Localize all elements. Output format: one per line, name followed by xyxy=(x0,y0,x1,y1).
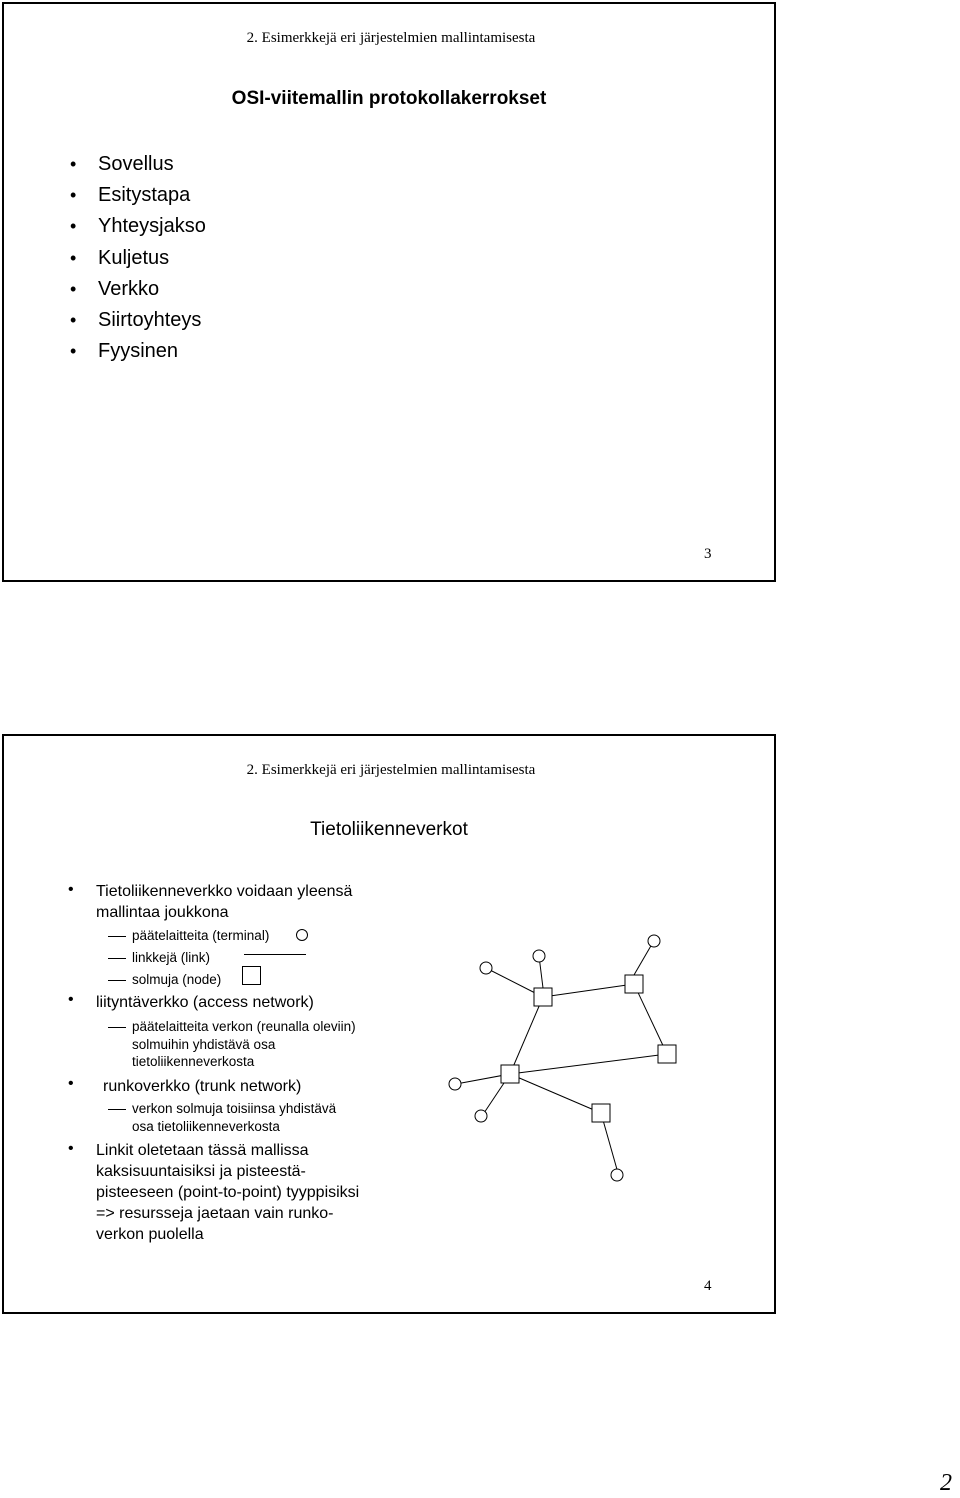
text-line: kaksisuuntaisiksi ja pisteestä- xyxy=(96,1163,306,1180)
text-line: runkoverkko (trunk network) xyxy=(103,1078,302,1095)
node-square xyxy=(534,988,552,1006)
slide-title: Tietoliikenneverkot xyxy=(310,819,468,840)
list-item: • Yhteysjakso xyxy=(70,211,206,242)
bullet-icon: • xyxy=(68,1140,74,1157)
text-line: solmuihin yhdistävä osa xyxy=(132,1037,276,1052)
slide-title: OSI-viitemallin protokollakerrokset xyxy=(231,88,547,109)
list-item: • Verkko xyxy=(70,274,206,305)
text-line: => resursseja jaetaan vain runko- xyxy=(96,1205,334,1222)
bullet-icon: • xyxy=(68,991,74,1008)
link-line xyxy=(510,1054,667,1074)
slide-header: 2. Esimerkkejä eri järjestelmien mallintamisesta xyxy=(246,762,536,778)
text-line: Tietoliikenneverkko voidaan yleensä xyxy=(96,883,353,900)
slide-3 xyxy=(2,2,776,582)
link-line xyxy=(634,984,667,1054)
list-item: • Kuljetus xyxy=(70,243,206,274)
list-item: • Fyysinen xyxy=(70,336,206,367)
text-line: verkon puolella xyxy=(96,1226,204,1243)
node-square xyxy=(501,1065,519,1083)
terminal-circle xyxy=(648,935,660,947)
text-line: tietoliikenneverkosta xyxy=(132,1054,255,1069)
text-line: Linkit oletetaan tässä mallissa xyxy=(96,1142,309,1159)
link-line xyxy=(510,1074,601,1113)
terminal-circle xyxy=(475,1110,487,1122)
terminal-circle xyxy=(449,1078,461,1090)
bullet-icon: • xyxy=(68,1075,74,1092)
document-page-number: 2 xyxy=(940,1470,952,1496)
text-line: osa tietoliikenneverkosta xyxy=(132,1119,280,1134)
slide-header: 2. Esimerkkejä eri järjestelmien mallintamisesta xyxy=(246,30,536,46)
link-line xyxy=(510,997,543,1074)
network-diagram xyxy=(4,736,774,1312)
terminal-circle xyxy=(611,1169,623,1181)
link-line xyxy=(634,944,652,975)
slide-page-number: 3 xyxy=(704,546,712,562)
osi-layer-list xyxy=(70,149,206,367)
text-line: päätelaitteita verkon (reunalla oleviin) xyxy=(132,1019,356,1034)
node-square xyxy=(592,1104,610,1122)
text-line: mallintaa joukkona xyxy=(96,904,229,921)
text-line: solmuja (node) xyxy=(132,972,222,987)
text-line: pisteeseen (point-to-point) tyyppisiksi xyxy=(96,1184,360,1201)
text-line: linkkejä (link) xyxy=(132,950,211,965)
slide-page-number: 4 xyxy=(704,1278,712,1294)
list-item: • Esitystapa xyxy=(70,180,206,211)
slide-4 xyxy=(2,734,776,1314)
text-line: liityntäverkko (access network) xyxy=(96,994,314,1011)
terminal-circle xyxy=(480,962,492,974)
text-line: verkon solmuja toisiinsa yhdistävä xyxy=(132,1101,337,1116)
node-square xyxy=(625,975,643,993)
terminal-circle xyxy=(533,950,545,962)
list-item: • Sovellus xyxy=(70,149,206,180)
link-line xyxy=(543,984,634,997)
list-item: • Siirtoyhteys xyxy=(70,305,206,336)
text-line: päätelaitteita (terminal) xyxy=(132,928,270,943)
node-square xyxy=(658,1045,676,1063)
bullet-icon: • xyxy=(68,881,74,898)
